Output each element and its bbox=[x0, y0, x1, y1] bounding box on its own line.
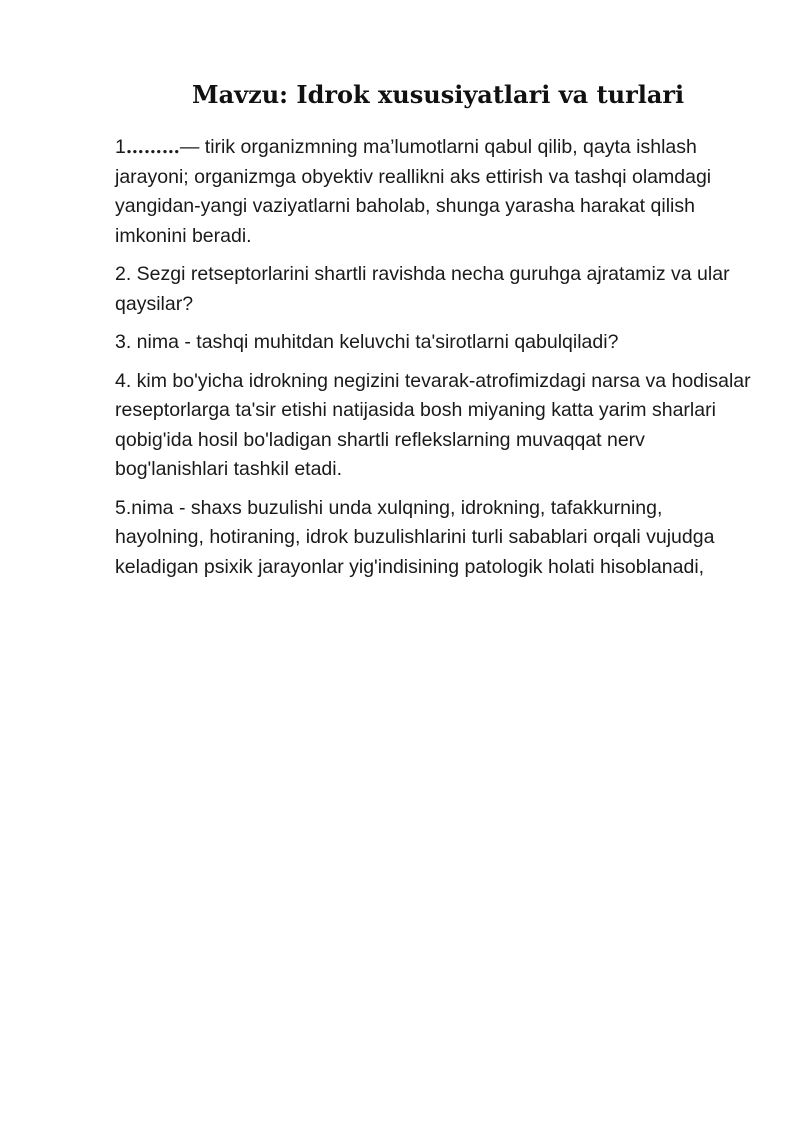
question-5: 5.nima - shaxs buzulishi unda xulqning, idrokning, tafakkurning, hayolning, hotiraning, idrok buzulishlarini turli sabablari orqali vujudga keladigan psixik jarayonlar yig'indisining patologik holati hisoblanadi, bbox=[115, 496, 715, 578]
question-1 bbox=[115, 133, 755, 251]
question-4: 4. kim bo'yicha idrokning negizini tevarak-atrofimizdagi narsa va hodisalar reseptorlarga ta'sir etishi natijasida bosh miyaning katta yarim sharlari qobig'ida hosil bo'ladigan shartli reflekslarning muvaqqat nerv bog'lanishlari tashkil etadi. bbox=[115, 369, 751, 480]
page-title: Mavzu: Idrok xususiyatlari va turlari bbox=[192, 80, 685, 109]
question-list bbox=[115, 133, 755, 591]
question-1-number: 1 bbox=[115, 136, 126, 158]
question-2: 2. Sezgi retseptorlarini shartli ravishda necha guruhga ajratamiz va ular qaysilar? bbox=[115, 263, 730, 315]
question-3: 3. nima - tashqi muhitdan keluvchi ta'sirotlarni qabulqiladi? bbox=[115, 331, 619, 353]
question-1-blank: ……… bbox=[125, 137, 180, 158]
question-1-text: — tirik organizmning ma’lumotlarni qabul qilib, qayta ishlash jarayoni; organizmga obyektiv reallikni aks ettirish va tashqi olamdagi yangidan-yangi vaziyatlarni baholab, shunga yarasha harakat qilish imkonini beradi. bbox=[115, 136, 712, 247]
